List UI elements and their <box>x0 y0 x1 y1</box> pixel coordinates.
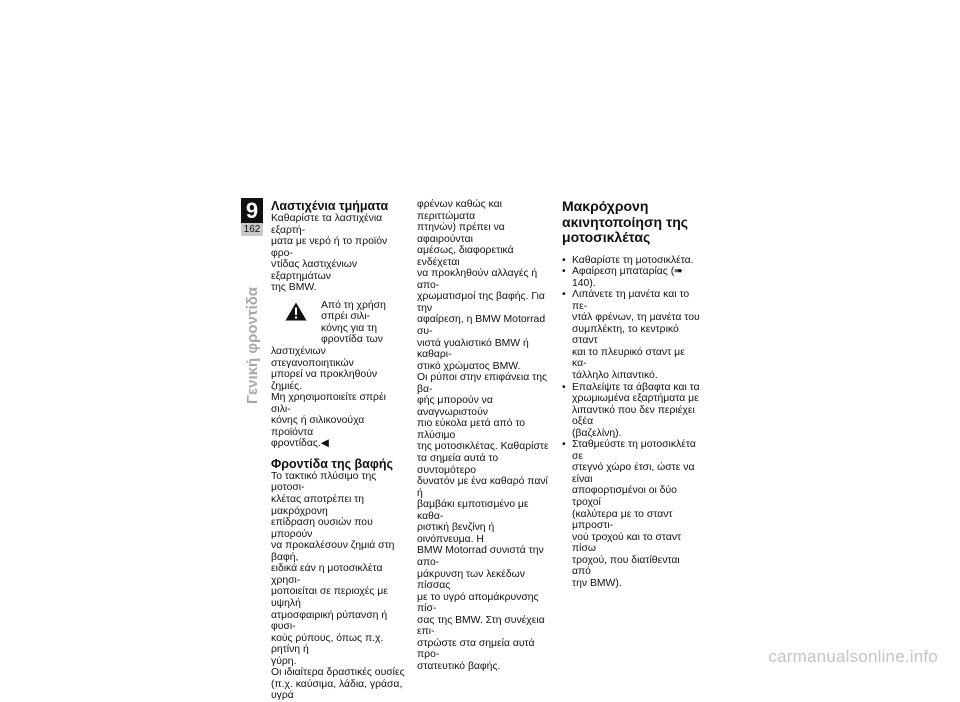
chapter-badge <box>241 198 263 242</box>
rubber-parts-heading: Λαστιχένια τμήματα <box>271 199 389 213</box>
list-item <box>562 266 700 289</box>
column-2: φρένων καθώς και περιττώματα πτηνών) πρέπει να αφαιρούνται αμέσως, διαφορετικά ενδέχεται να προκληθούν αλλαγές ή απο- χρωματισμοί της βαφής. Για την αφαίρεση, η BMW Motorrad συ- νιστά γυαλιστικό BMW ή καθαρι- στικό χρώματος BMW. Οι ρύποι στην επιφάνεια της βα- φής μπορούν να αναγνωριστούν πιο εύκολα μετά από το πλύσιμο της μοτοσικλέτας. Καθαρίστε τα σημεία αυτά το συντομότερο δυνατόν με ένα καθαρό πανί ή βαμβάκι εμποτισμένο με καθα- ριστική βενζίνη ή οινόπνευμα. Η BMW Motorrad συνιστά την απο- μάκρυνση των λεκέδων πίσσας με το υγρό απομάκρυνσης πίσ- σας της BMW. Στη συνέχεια επι- στρώστε στα σημεία αυτά προ- στατευτικό βαφής. <box>417 199 549 672</box>
column-3 <box>562 199 700 589</box>
watermark: carmanualsonline.info <box>768 647 938 666</box>
list-item: • Σταθμεύστε τη μοτοσικλέτα σε στεγνό χώρο έτσι, ώστε να είναι αποφορτισμένοι οι δύο τροχοί (καλύτερα με το σταντ μπροστι- νού τροχού και το σταντ πίσω τροχού, που διατίθενται από την BMW). <box>562 439 700 589</box>
page-number: 162 <box>241 223 263 236</box>
chapter-number: 9 <box>241 198 263 223</box>
list-item: • Λιπάνετε τη μανέτα και το πε- ντάλ φρένων, τη μανέτα του συμπλέκτη, το κεντρικό σταντ και το πλευρικό σταντ με κα- τάλληλο λιπαντικό. <box>562 289 700 381</box>
warning-icon <box>285 302 307 321</box>
rubber-parts-text: Καθαρίστε τα λαστιχένια εξαρτή- ματα με νερό ή το προϊόν φρο- ντίδας λαστιχένιων εξαρτημάτων της BMW. <box>271 213 388 294</box>
storage-heading: Μακρόχρονη ακινητοποίηση της μοτοσικλέτας <box>562 198 689 245</box>
storage-list <box>562 255 700 590</box>
warning-block: Από τη χρήση σπρέι σιλι- κόνης για τη φροντίδα των λαστιχένιων στεγανοποιητικών μπορεί να προκληθούν ζημιές. Μη χρησιμοποιείτε σπρέι σιλι- κόνης ή σιλικονούχα προϊόντα φροντίδας.◀ <box>271 300 408 450</box>
paint-care-heading: Φροντίδα της βαφής <box>271 456 393 471</box>
paint-care-text: Το τακτικό πλύσιμο της μοτοσι- κλέτας αποτρέπει τη μακρόχρονη επίδραση ουσιών που μπορούν να προκαλέσουν ζημιά στη βαφή, ειδικά εάν η μοτοσικλέτα χρησι- μοποιείται σε περιοχές με υψηλή ατμοσφαιρική ρύπανση ή φυσι- κούς ρύπους, όπως π.χ. ρητίνη ή γύρη. Οι ιδιαίτερα δραστικές ουσίες (π.χ. καύσιμα, λάδια, γράσα, υγρά <box>271 470 405 702</box>
end-marker: φροντίδας.◀ <box>271 438 329 450</box>
list-item: • Καθαρίστε τη μοτοσικλέτα. <box>562 255 700 267</box>
list-item: • Επαλείψτε τα άβαφτα και τα χρωμιωμένα εξαρτήματα με λιπαντικό που δεν περιέχει οξέα (βαζελίνη). <box>562 382 700 440</box>
column-1 <box>271 199 408 702</box>
battery-removal-link[interactable]: • Αφαίρεση μπαταρίας (➠ 140). <box>572 266 683 289</box>
chapter-title: Γενική φροντίδα <box>244 286 261 404</box>
